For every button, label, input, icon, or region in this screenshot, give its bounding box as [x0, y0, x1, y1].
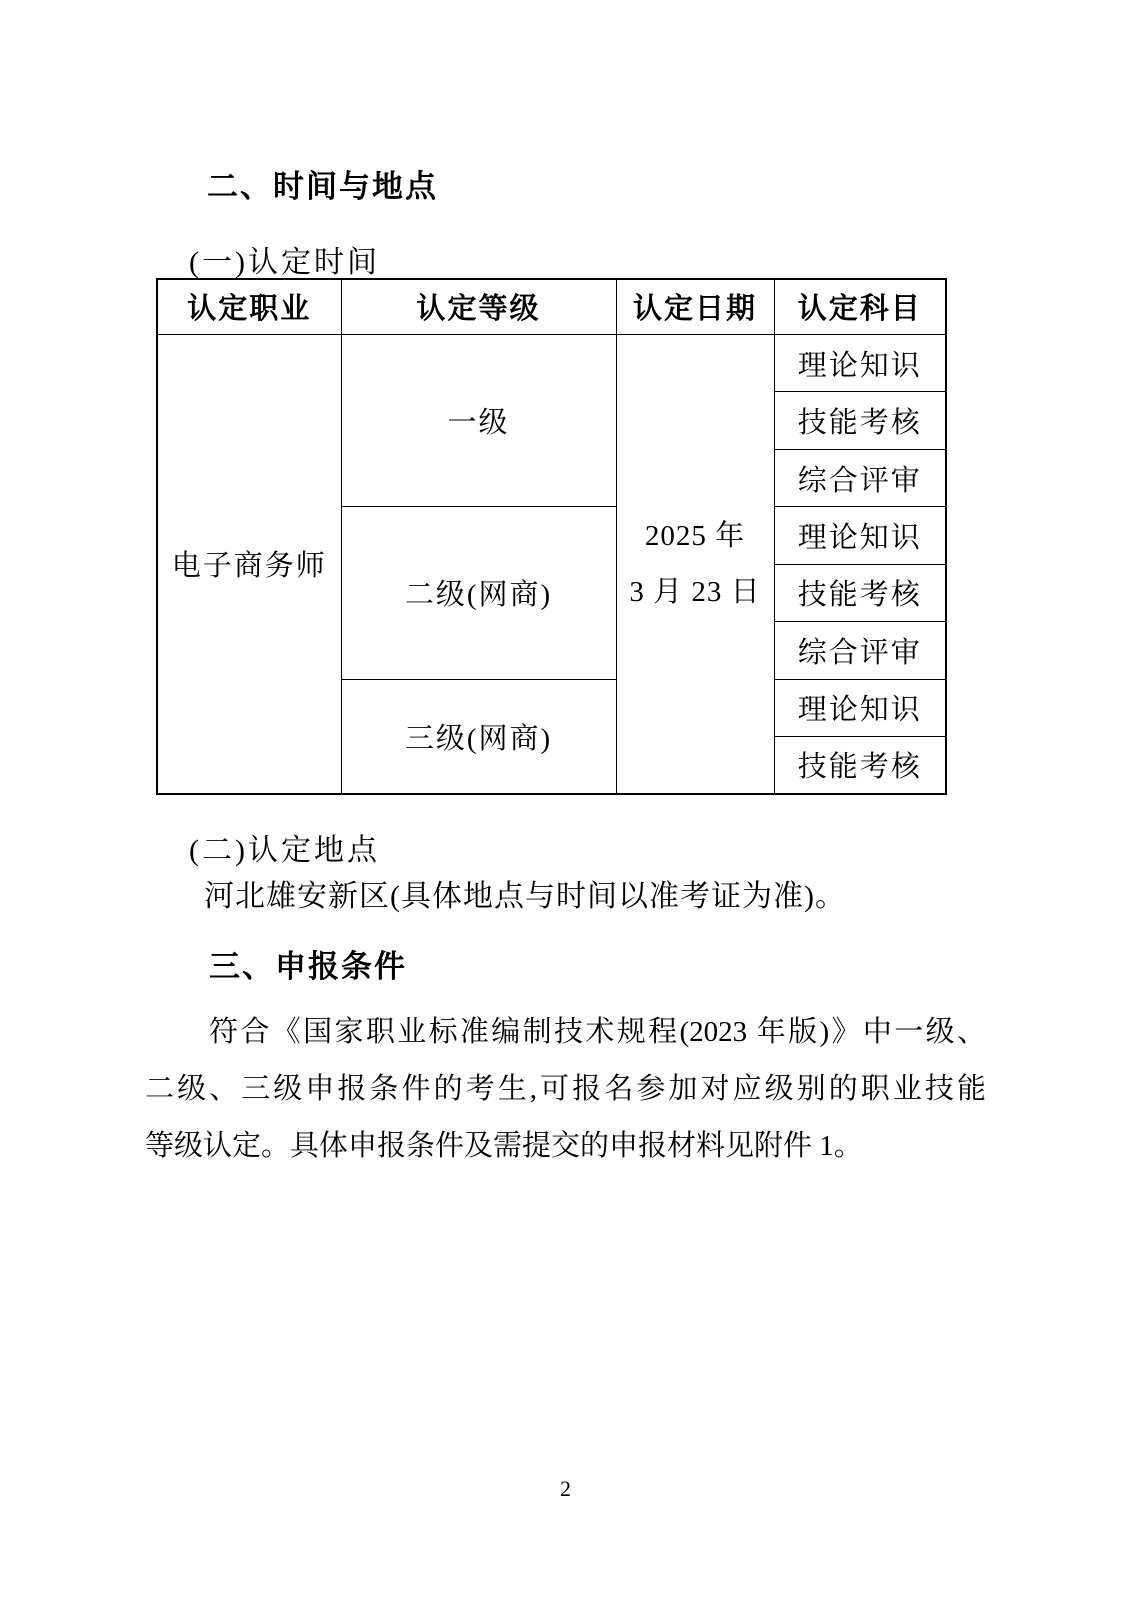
- subsection-heading-time: (一)认定时间: [189, 246, 380, 279]
- paragraph-line: 符合《国家职业标准编制技术规程(2023 年版)》中一级、: [209, 1016, 986, 1048]
- paragraph-line: 二级、三级申报条件的考生,可报名参加对应级别的职业技能: [145, 1073, 986, 1105]
- table-row: [157, 334, 946, 391]
- date-line-day: 3 月 23 日: [629, 575, 761, 608]
- header-date: 认定日期: [616, 279, 774, 334]
- occupation-cell: 电子商务师: [157, 334, 341, 794]
- subject-cell: 综合评审: [774, 622, 946, 679]
- subject-cell: 技能考核: [774, 564, 946, 621]
- subject-cell: 技能考核: [774, 392, 946, 449]
- certification-schedule-table: [156, 278, 947, 795]
- place-text: 河北雄安新区(具体地点与时间以准考证为准)。: [204, 880, 846, 913]
- subject-cell: 理论知识: [774, 507, 946, 564]
- level-cell-2: 二级(网商): [341, 507, 616, 679]
- subject-cell: 理论知识: [774, 334, 946, 391]
- date-line-year: 2025 年: [644, 519, 746, 552]
- level-cell-1: 一级: [341, 334, 616, 506]
- section-heading-application: 三、申报条件: [209, 949, 407, 984]
- application-paragraph: [145, 1004, 986, 1175]
- page-number: 2: [560, 1476, 571, 1501]
- subject-cell: 理论知识: [774, 679, 946, 736]
- subsection-heading-place: (二)认定地点: [189, 834, 380, 867]
- header-level: 认定等级: [341, 279, 616, 334]
- header-occupation: 认定职业: [157, 279, 341, 334]
- subject-cell: 技能考核: [774, 736, 946, 794]
- section-heading-time-place: 二、时间与地点: [207, 169, 438, 204]
- paragraph-line: 等级认定。具体申报条件及需提交的申报材料见附件 1。: [145, 1130, 863, 1162]
- subject-cell: 综合评审: [774, 449, 946, 506]
- header-subject: 认定科目: [774, 279, 946, 334]
- table-header-row: [157, 279, 946, 334]
- date-cell: [616, 334, 774, 794]
- level-cell-3: 三级(网商): [341, 679, 616, 794]
